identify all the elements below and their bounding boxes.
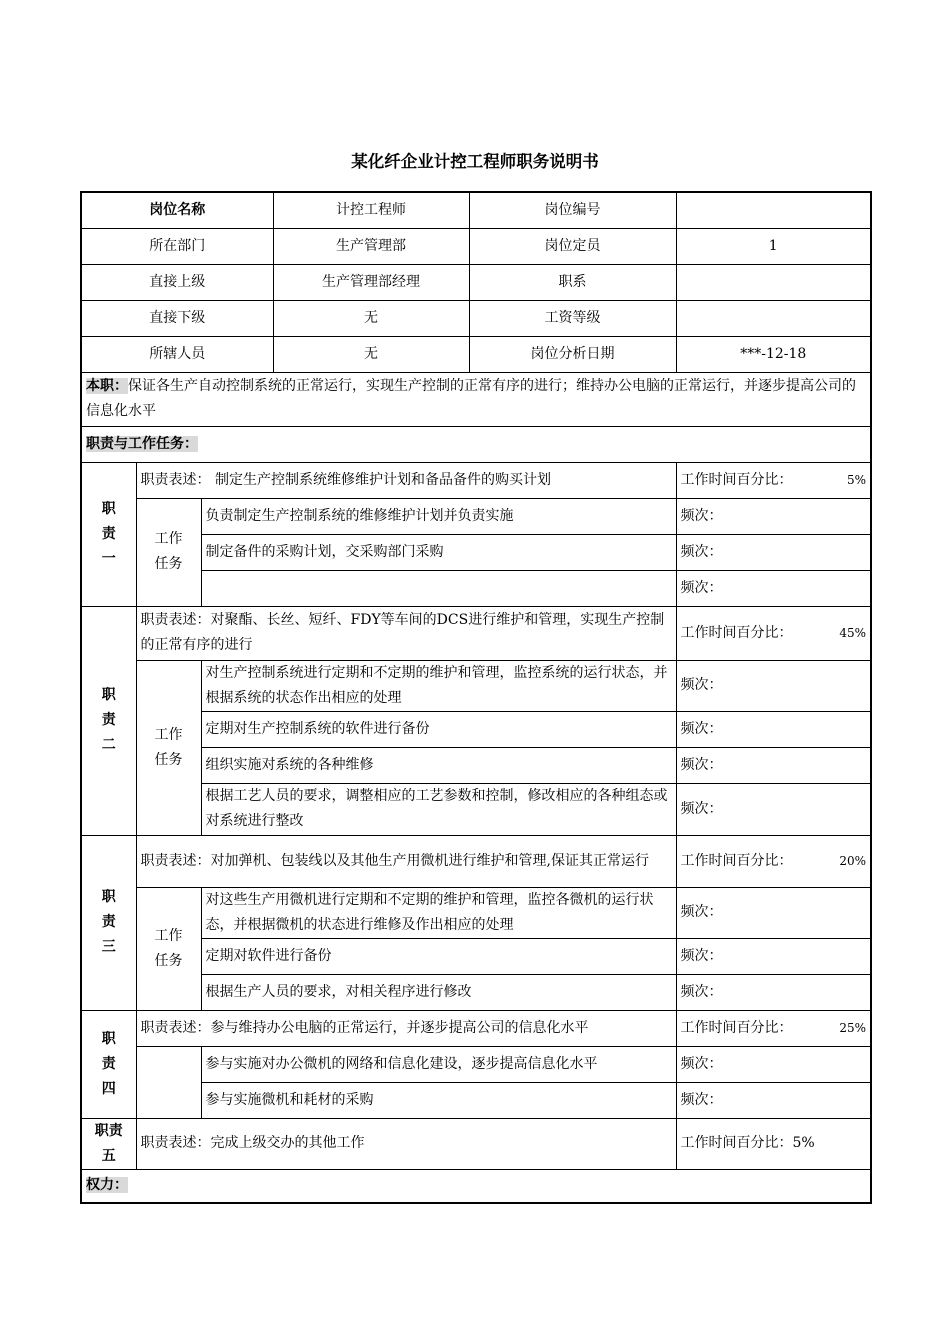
pct-value: 45% (839, 625, 867, 640)
summary-row (81, 372, 871, 426)
info-label: 职系 (469, 264, 676, 300)
summary-text: 保证各生产自动控制系统的正常运行，实现生产控制的正常有序的进行；维持办公电脑的正常运行，并逐步提高公司的信息化水平 (86, 378, 856, 419)
job-description-table (80, 191, 872, 1204)
info-value (676, 264, 871, 300)
task-row (81, 660, 871, 711)
frequency: 频次： (676, 783, 871, 835)
duty-statement: 职责表述： 制定生产控制系统维修维护计划和备品备件的购买计划 (136, 462, 676, 498)
duty-name-text: 职责二 (101, 687, 116, 753)
frequency: 频次： (676, 570, 871, 606)
info-value: 计控工程师 (273, 192, 469, 228)
duty-statement-row (81, 1118, 871, 1169)
pct-value: 20% (839, 853, 867, 868)
task-text (201, 570, 676, 606)
info-value (676, 192, 871, 228)
pct-value: 25% (839, 1020, 867, 1035)
duty-name (81, 606, 136, 835)
duty-name (81, 1118, 136, 1169)
info-label: 岗位编号 (469, 192, 676, 228)
duty-percentage (676, 462, 871, 498)
frequency: 频次： (676, 534, 871, 570)
task-label-text: 工作任务 (154, 531, 183, 572)
summary-label: 本职： (86, 378, 128, 394)
task-text: 定期对生产控制系统的软件进行备份 (201, 711, 676, 747)
duty-name (81, 835, 136, 1010)
task-text: 定期对软件进行备份 (201, 938, 676, 974)
duty-percentage (676, 1010, 871, 1046)
info-value: 生产管理部 (273, 228, 469, 264)
task-text: 负责制定生产控制系统的维修维护计划并负责实施 (201, 498, 676, 534)
duty-percentage: 工作时间百分比：5% (676, 1118, 871, 1169)
document-title: 某化纤企业计控工程师职务说明书 (351, 152, 599, 171)
duty-name (81, 462, 136, 606)
info-label: 所在部门 (81, 228, 273, 264)
info-label: 岗位分析日期 (469, 336, 676, 372)
info-value: 1 (676, 228, 871, 264)
duty-statement: 职责表述：参与维持办公电脑的正常运行，并逐步提高公司的信息化水平 (136, 1010, 676, 1046)
duty-statement-row (81, 835, 871, 887)
duty-statement: 职责表述：对聚酯、长丝、短纤、FDY等车间的DCS进行维护和管理，实现生产控制的正常有序的进行 (136, 606, 676, 660)
task-label-text: 工作任务 (154, 927, 183, 969)
task-row (81, 498, 871, 534)
authority-row (81, 1169, 871, 1203)
pct-value: 5% (846, 472, 867, 487)
duty-name-text: 职责三 (101, 889, 116, 955)
duty-percentage (676, 835, 871, 887)
info-value: ***-12-18 (676, 336, 871, 372)
info-row (81, 336, 871, 372)
duties-heading-cell (81, 426, 871, 462)
duty-statement-row (81, 606, 871, 660)
info-label: 直接上级 (81, 264, 273, 300)
duties-heading-row (81, 426, 871, 462)
task-text: 参与实施对办公微机的网络和信息化建设，逐步提高信息化水平 (201, 1046, 676, 1082)
info-value: 无 (273, 300, 469, 336)
duties-heading: 职责与工作任务： (86, 435, 198, 452)
duty-percentage (676, 606, 871, 660)
frequency: 频次： (676, 711, 871, 747)
info-label: 岗位定员 (469, 228, 676, 264)
info-row (81, 300, 871, 336)
task-label-text: 工作任务 (154, 726, 183, 768)
task-text: 对这些生产用微机进行定期和不定期的维护和管理，监控各微机的运行状态，并根据微机的状态进行维修及作出相应的处理 (201, 887, 676, 938)
frequency: 频次： (676, 1046, 871, 1082)
task-text: 参与实施微机和耗材的采购 (201, 1082, 676, 1118)
duty-statement: 职责表述：完成上级交办的其他工作 (136, 1118, 676, 1169)
duty-name-text: 职责一 (101, 500, 116, 567)
frequency: 频次： (676, 1082, 871, 1118)
duty-statement-row (81, 462, 871, 498)
duty-statement-row (81, 1010, 871, 1046)
duty-name-text: 职责四 (101, 1030, 116, 1097)
frequency: 频次： (676, 887, 871, 938)
task-row (81, 887, 871, 938)
task-text: 根据工艺人员的要求，调整相应的工艺参数和控制，修改相应的各种组态或对系统进行整改 (201, 783, 676, 835)
task-text: 根据生产人员的要求，对相关程序进行修改 (201, 974, 676, 1010)
task-row (81, 1046, 871, 1082)
task-text: 对生产控制系统进行定期和不定期的维护和管理，监控系统的运行状态，并根据系统的状态作出相应的处理 (201, 660, 676, 711)
info-row (81, 228, 871, 264)
info-label: 工资等级 (469, 300, 676, 336)
summary-cell (81, 372, 871, 426)
task-text: 组织实施对系统的各种维修 (201, 747, 676, 783)
pct-label: 工作时间百分比： (680, 624, 793, 641)
info-label: 直接下级 (81, 300, 273, 336)
pct-label: 工作时间百分比： (680, 471, 793, 488)
info-value (676, 300, 871, 336)
duty-statement: 职责表述：对加弹机、包装线以及其他生产用微机进行维护和管理,保证其正常运行 (136, 835, 676, 887)
info-label: 岗位名称 (81, 192, 273, 228)
frequency: 频次： (676, 498, 871, 534)
duty-name-text: 职责五 (94, 1122, 123, 1164)
task-text: 制定备件的采购计划，交采购部门采购 (201, 534, 676, 570)
task-label (136, 887, 201, 1010)
frequency: 频次： (676, 660, 871, 711)
task-label (136, 498, 201, 606)
info-row (81, 264, 871, 300)
frequency: 频次： (676, 974, 871, 1010)
authority-label: 权力： (86, 1177, 128, 1194)
task-label (136, 660, 201, 835)
authority-cell (81, 1169, 871, 1203)
pct-label: 工作时间百分比： (680, 852, 793, 869)
info-label: 所辖人员 (81, 336, 273, 372)
pct-label: 工作时间百分比： (680, 1019, 793, 1036)
frequency: 频次： (676, 747, 871, 783)
duty-name (81, 1010, 136, 1118)
info-row (81, 192, 871, 228)
info-value: 生产管理部经理 (273, 264, 469, 300)
task-label-empty (136, 1046, 201, 1118)
frequency: 频次： (676, 938, 871, 974)
info-value: 无 (273, 336, 469, 372)
